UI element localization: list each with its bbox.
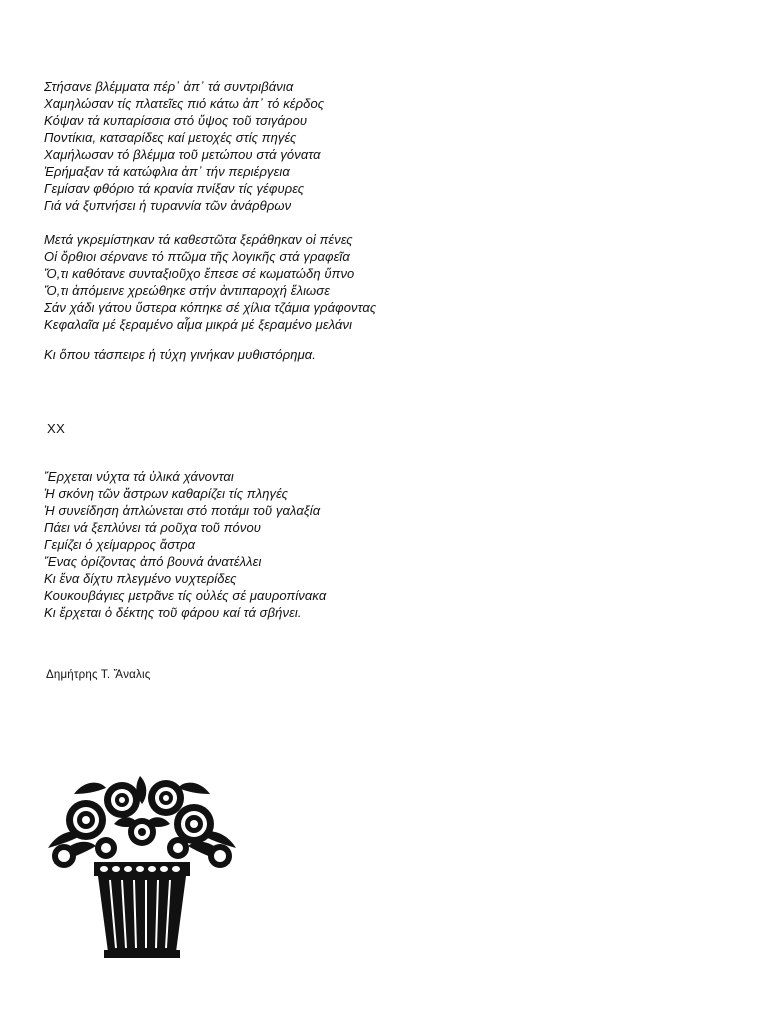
poem-line: Κι ἕνα δίχτυ πλεγμένο νυχτερίδες	[44, 571, 237, 586]
poem-line: Ὅ,τι καθότανε συνταξιοῦχο ἔπεσε σέ κωματώδη ὕπνο	[44, 266, 355, 281]
poem-line: Γεμίζει ὁ χείμαρρος ἄστρα	[44, 537, 196, 552]
poem-line: Ἐρήμαξαν τά κατώφλια ἀπ᾿ τήν περιέργεια	[44, 164, 290, 179]
poem-stanza-1	[44, 78, 324, 214]
poem-line: Γεμίσαν φθόριο τά κρανία πνίξαν τίς γέφυρες	[44, 181, 305, 196]
author-signature: Δημήτρης Τ. Ἄναλις	[46, 669, 151, 681]
poem-line: Οἱ ὄρθιοι σέρνανε τό πτῶμα τῆς λογικῆς στά γραφεῖα	[44, 249, 350, 264]
poem-line: Ὅ,τι ἀπόμεινε χρεώθηκε στήν ἀντιπαροχή ἔλιωσε	[44, 283, 331, 298]
poem-stanza-3	[44, 346, 316, 363]
poem-line: Σάν χάδι γάτου ὕστερα κόπηκε σέ χίλια τζάμια γράφοντας	[44, 300, 377, 315]
section-heading: XX	[47, 421, 66, 436]
poem-line: Ἡ σκόνη τῶν ἄστρων καθαρίζει τίς πληγές	[44, 486, 288, 501]
poem-line: Ἕνας ὁρίζοντας ἀπό βουνά ἀνατέλλει	[44, 554, 262, 569]
poem-line: Κι ὅπου τάσπειρε ἡ τύχη γινήκαν μυθιστόρημα.	[44, 347, 317, 362]
poem-line: Στήσανε βλέμματα πέρ᾿ ἀπ᾿ τά συντριβάνια	[44, 79, 294, 94]
poem-line: Γιά νά ξυπνήσει ἡ τυραννία τῶν ἀνάρθρων	[44, 198, 292, 213]
poem-stanza-2	[44, 231, 376, 333]
poem-line: Πάει νά ξεπλύνει τά ροῦχα τοῦ πόνου	[44, 520, 262, 535]
poem-line: Κεφαλαῖα μέ ξεραμένο αἷμα μικρά μέ ξεραμένο μελάνι	[44, 317, 353, 332]
poem-line: Ἔρχεται νύχτα τά ὑλικά χάνονται	[44, 469, 234, 484]
poem-line: Κόψαν τά κυπαρίσσια στό ὕψος τοῦ τσιγάρου	[44, 113, 308, 128]
poem-line: Κουκουβάγιες μετρᾶνε τίς οὐλές σέ μαυροπίνακα	[44, 588, 327, 603]
poem-line: Κι ἔρχεται ὁ δέκτης τοῦ φάρου καί τά σβήνει.	[44, 605, 302, 620]
poem-line: Χαμηλώσαν τίς πλατεῖες πιό κάτω ἀπ᾿ τό κέρδος	[44, 96, 325, 111]
poem-line: Μετά γκρεμίστηκαν τά καθεστῶτα ξεράθηκαν οἱ πένες	[44, 232, 353, 247]
poem-line: Ἡ συνείδηση ἁπλώνεται στό ποτάμι τοῦ γαλαξία	[44, 503, 321, 518]
flower-basket-icon	[44, 774, 240, 960]
poem-line: Χαμήλωσαν τό βλέμμα τοῦ μετώπου στά γόνατα	[44, 147, 321, 162]
poem-stanza-4	[44, 468, 326, 621]
poem-line: Ποντίκια, κατσαρίδες καί μετοχές στίς πηγές	[44, 130, 297, 145]
